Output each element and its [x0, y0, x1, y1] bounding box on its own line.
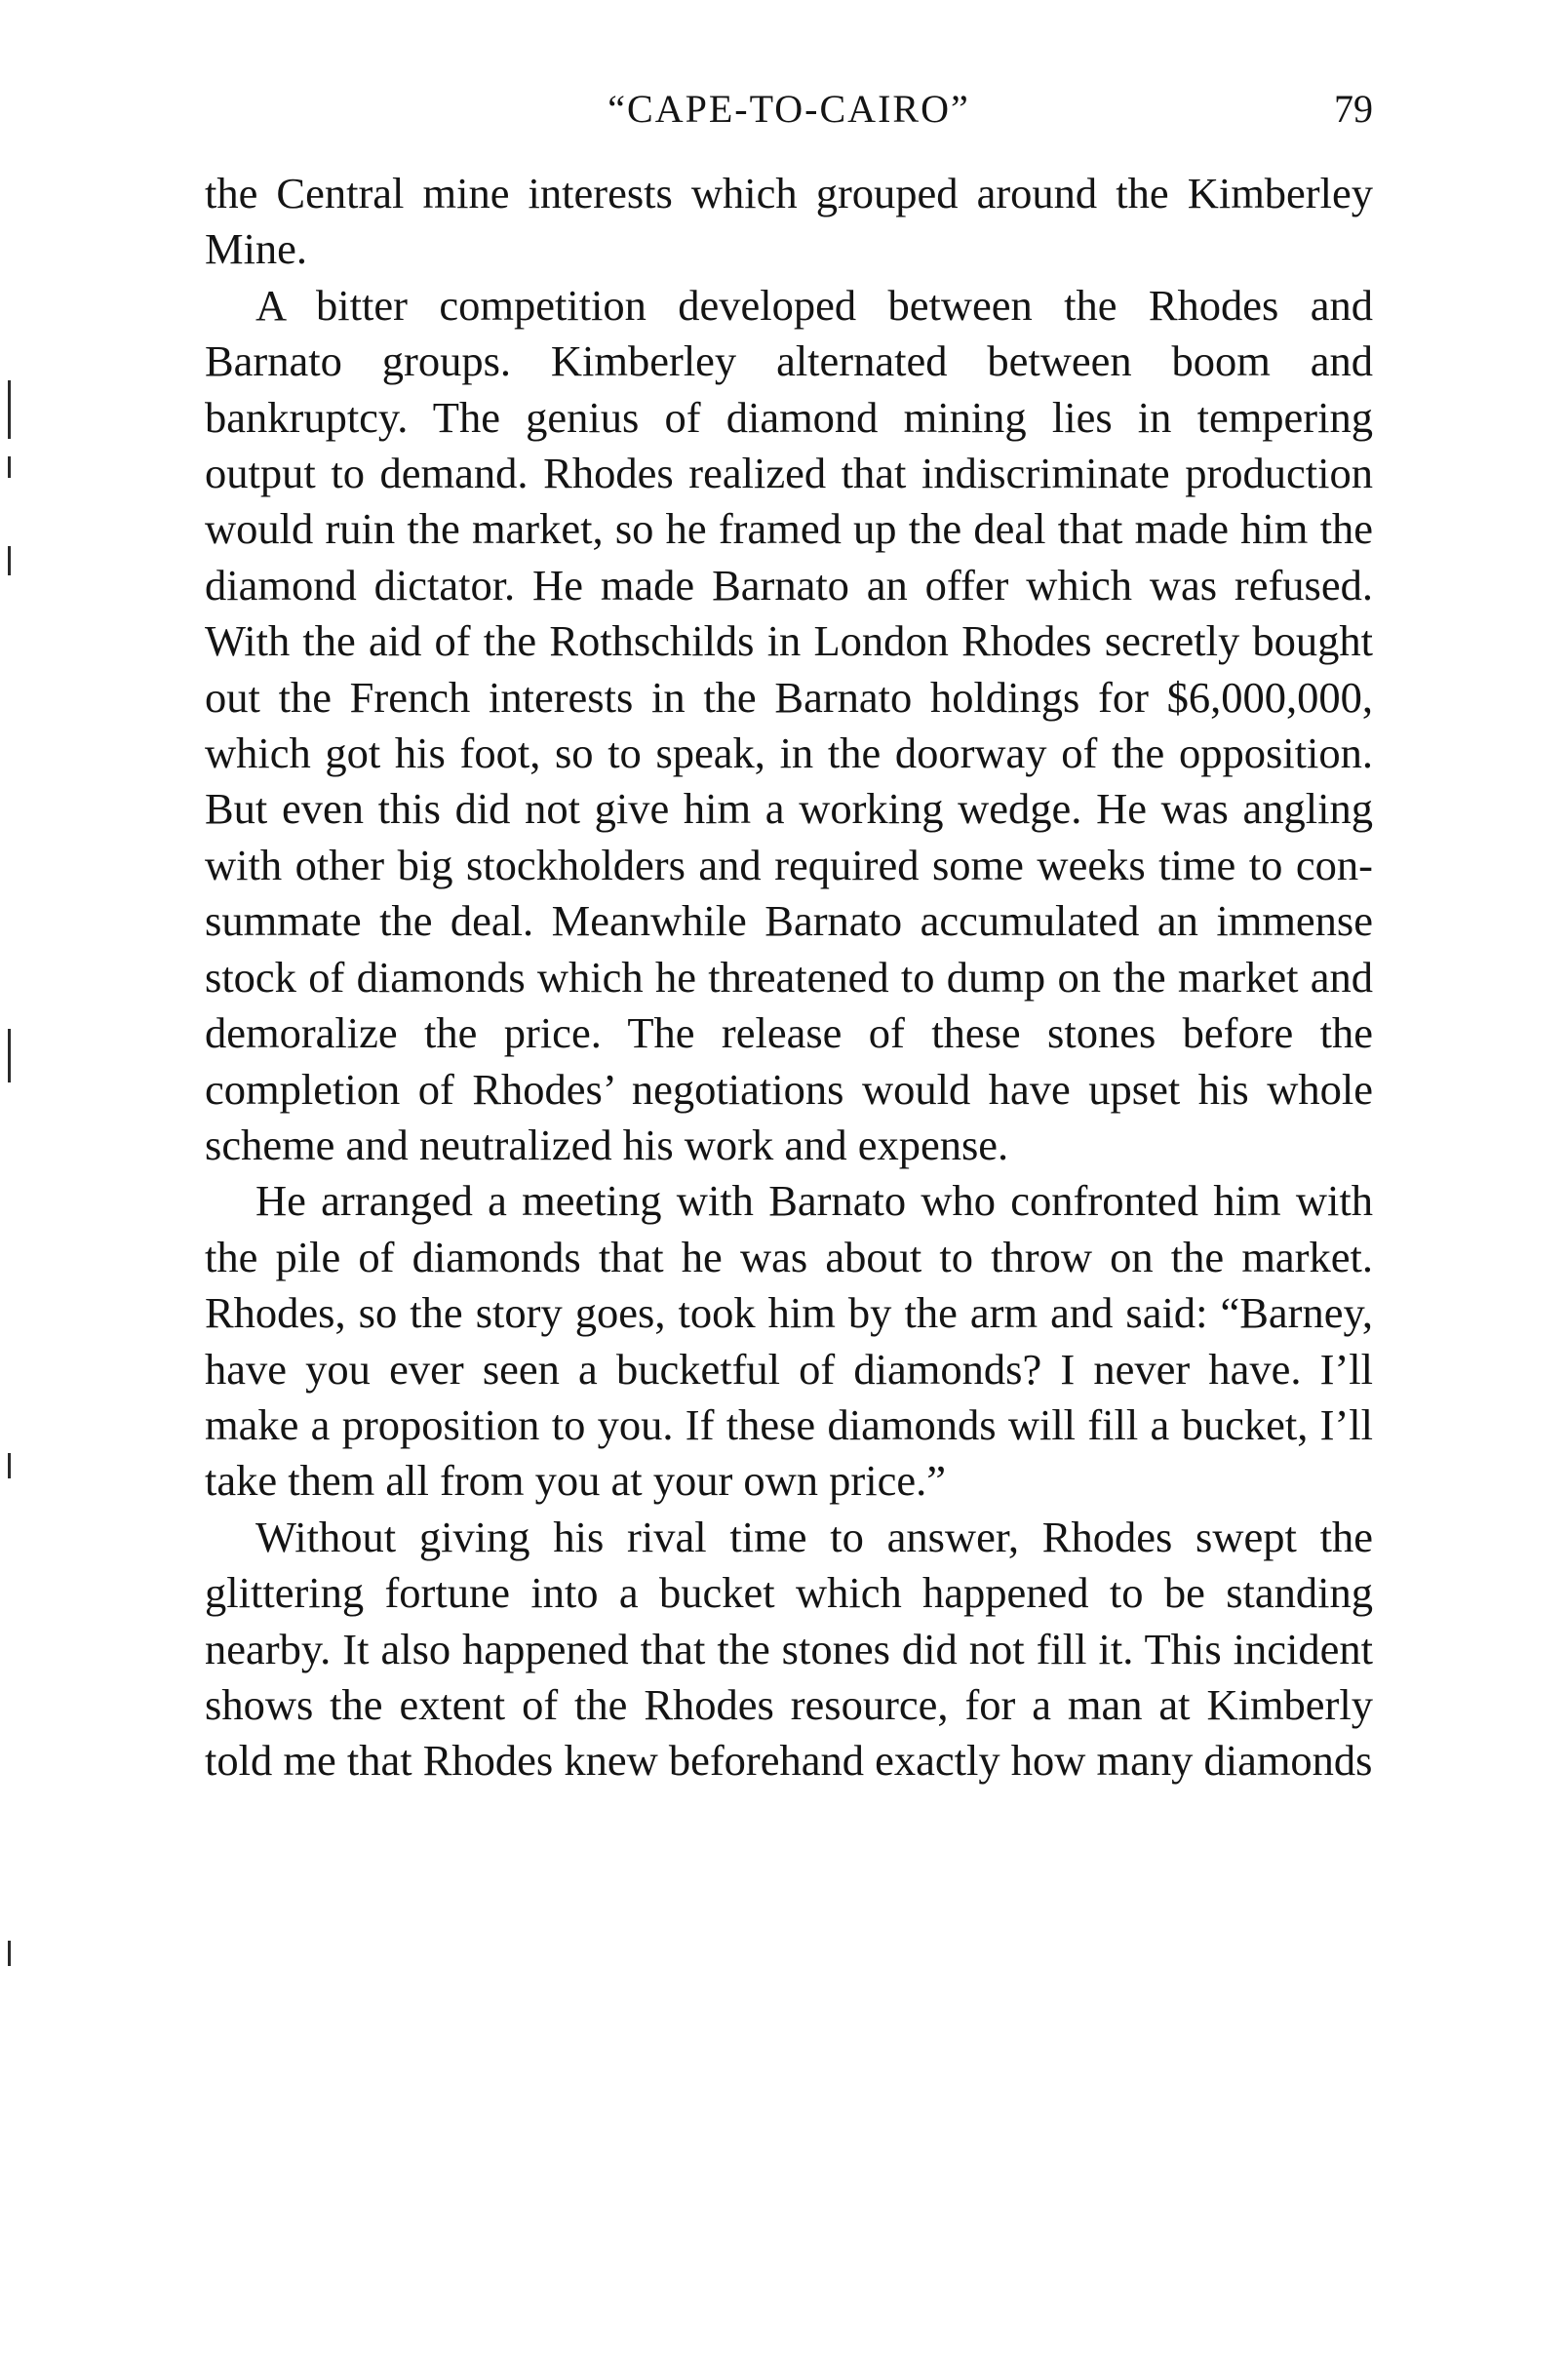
paragraph-4: Without giving his rival time to answer, Rhodes swept the glittering fortune into a bucket which happened to be standing nearby. It also happened that the stones did not fill it. This incident shows the extent of the Rhodes resource, for a man at Kimberly told me that Rhodes knew beforehand exactly how many diamonds [205, 1512, 1373, 1786]
paragraph-1: the Central mine interests which grouped around the Kimberley Mine. [205, 169, 1373, 274]
scan-artifact-mark [8, 456, 11, 478]
page-number: 79 [1334, 87, 1373, 131]
scan-artifact-mark [8, 380, 11, 439]
scan-artifact-mark [8, 1029, 11, 1082]
body-text [205, 166, 1373, 1790]
scan-artifact-mark [8, 1941, 11, 1966]
scan-artifact-mark [8, 546, 11, 575]
scan-artifact-mark [8, 1453, 11, 1478]
paragraph-2: A bitter competition developed between the Rhodes and Barnato groups. Kimberley alternated between boom and bankruptcy. The genius of diamond mining lies in tempering output to demand. Rhodes realized that indiscriminate production would ruin the market, so he framed up the deal that made him the diamond dictator. He made Barnato an offer which was refused. With the aid of the Rothschilds in London Rhodes secretly bought out the French interests in the Barnato holdings for $6,000,000, which got his foot, so to speak, in the doorway of the opposition. But even this did not give him a working wedge. He was angling with other big stockholders and required some weeks time to consummate the deal. Meanwhile Barnato accumulated an immense stock of diamonds which he threatened to dump on the market and demoralize the price. The release of these stones before the completion of Rhodes’ negotiations would have upset his whole scheme and neutralized his work and expense. [205, 280, 1373, 1169]
running-head [205, 82, 1373, 144]
paragraph-3: He arranged a meeting with Barnato who confronted him with the pile of diamonds that he was about to throw on the market. Rhodes, so the story goes, took him by the arm and said: “Barney, have you ever seen a bucketful of diamonds? I never have. I’ll make a proposition to you. If these diamonds will fill a bucket, I’ll take them all from you at your own price.” [205, 1176, 1373, 1506]
running-title: “CAPE-TO-CAIRO” [608, 87, 970, 131]
